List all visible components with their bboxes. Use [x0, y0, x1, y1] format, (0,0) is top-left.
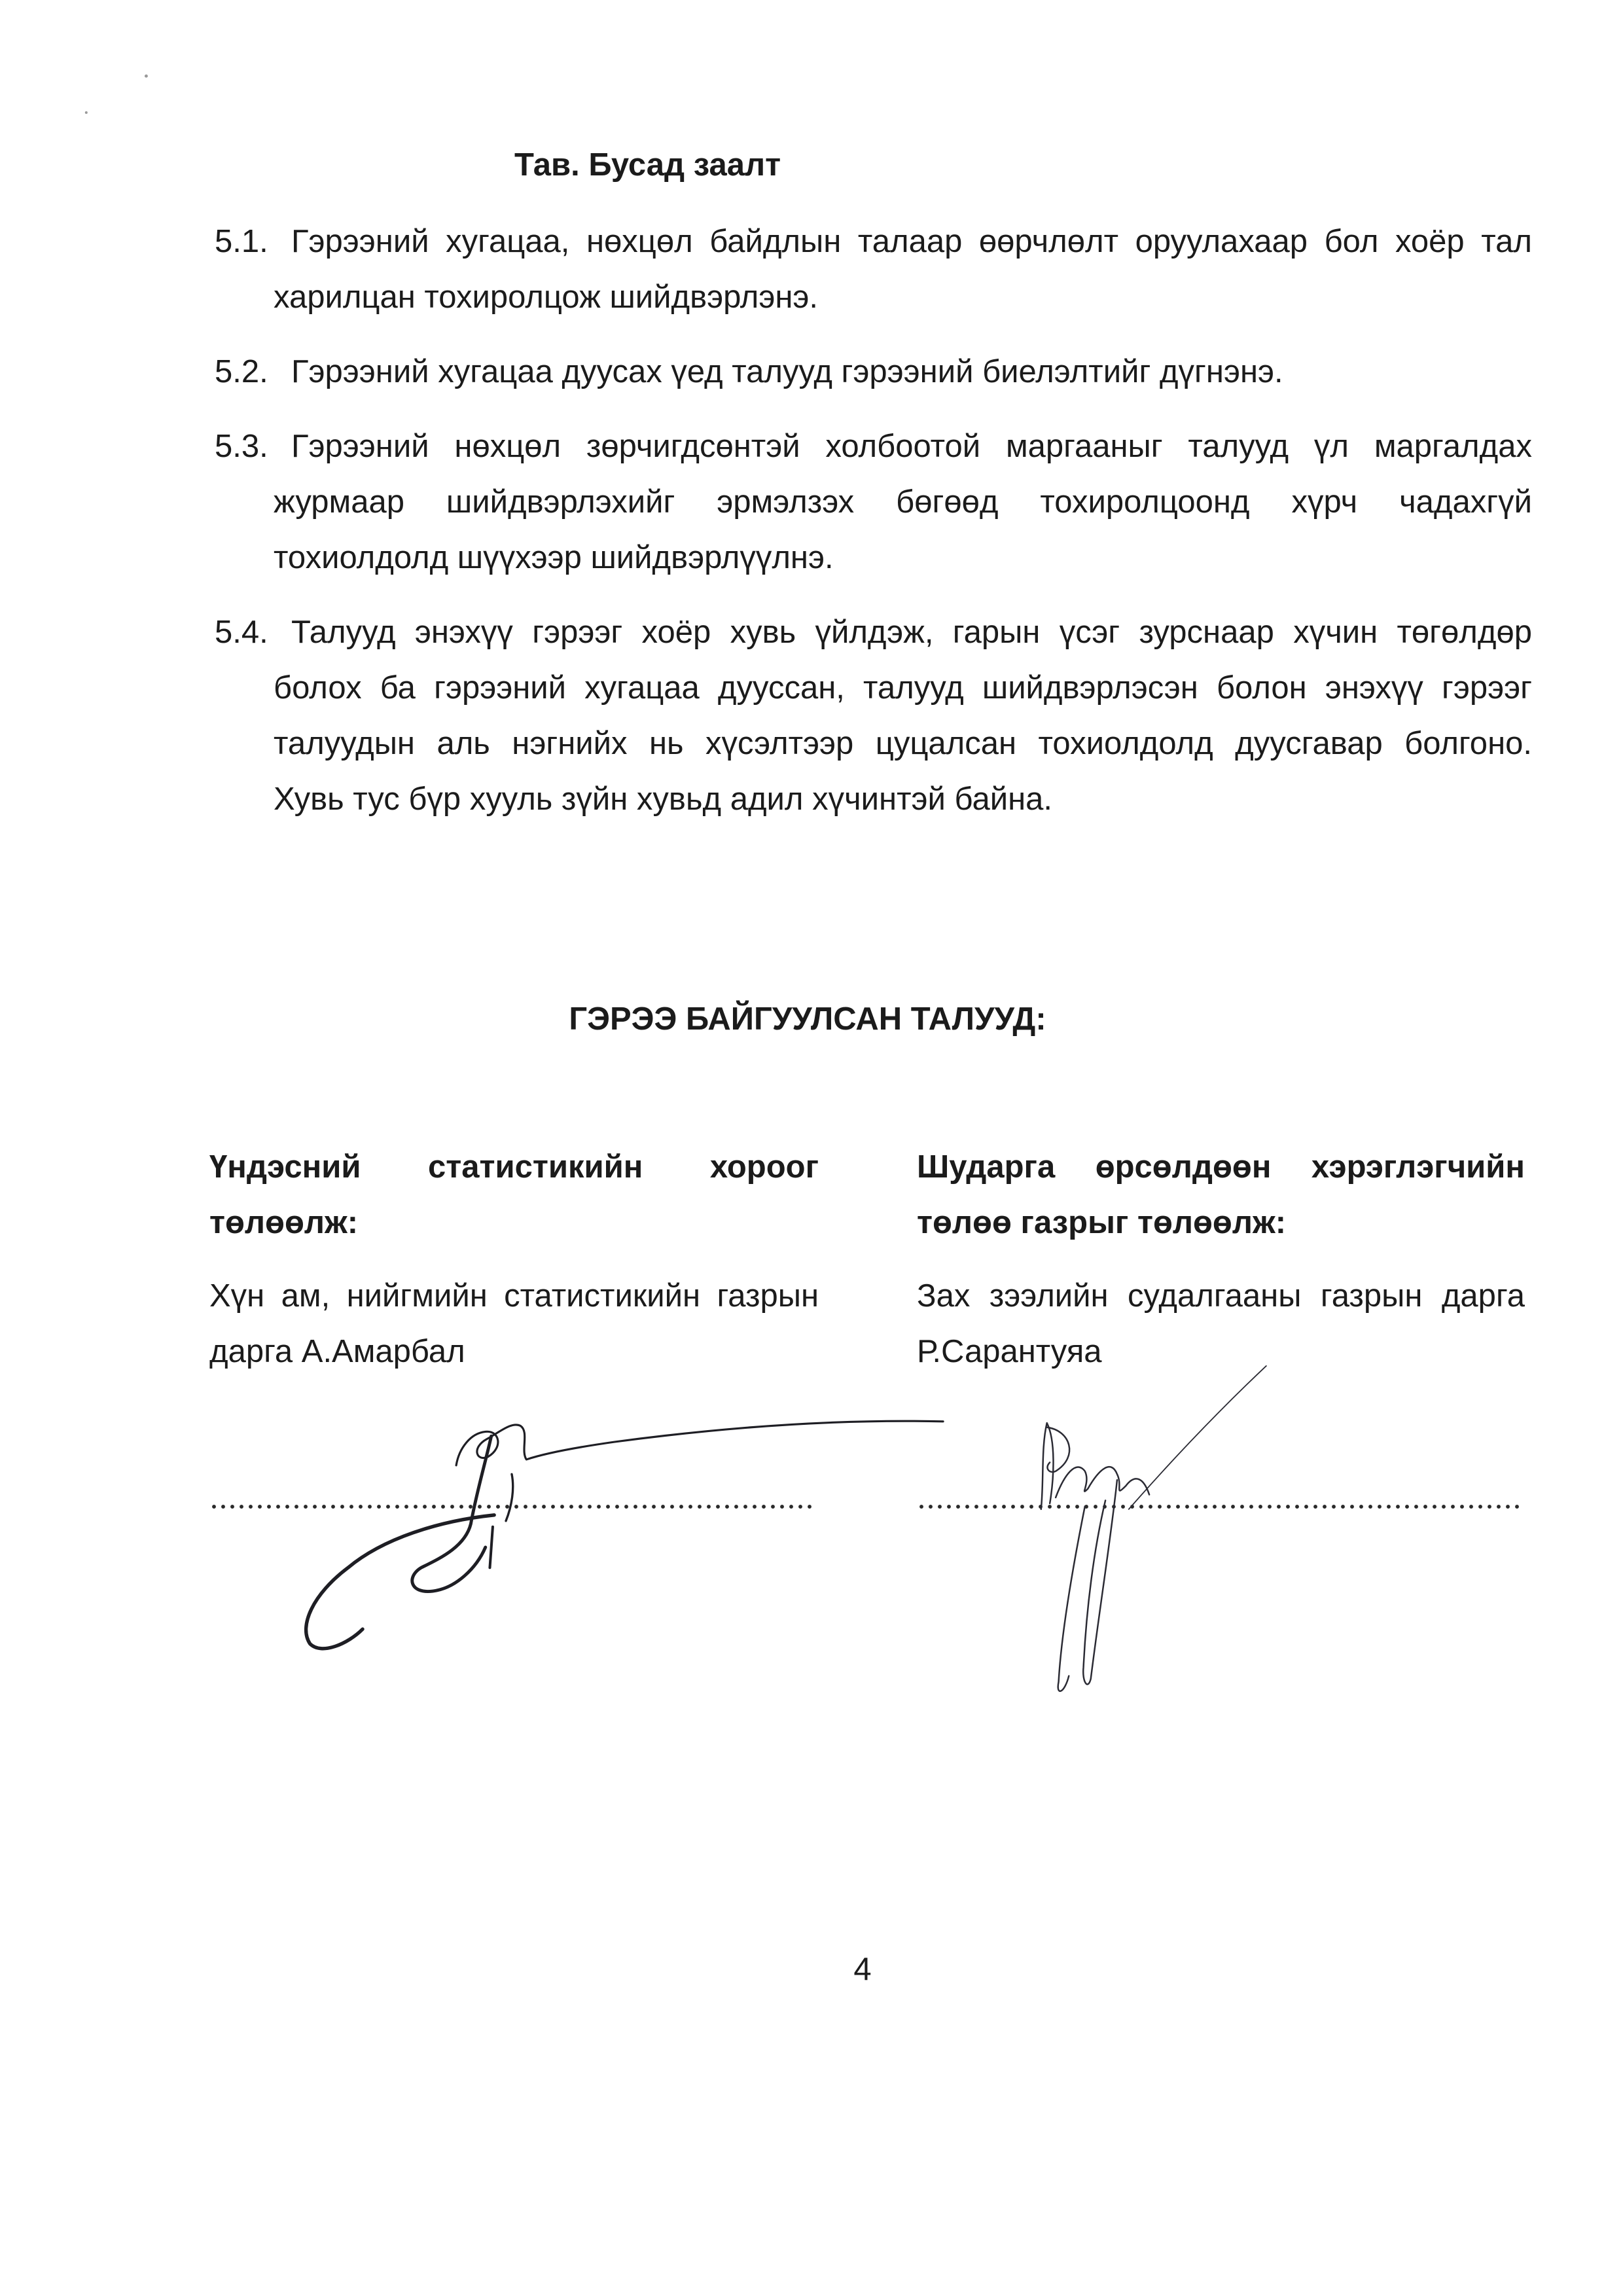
signature-left — [306, 1421, 943, 1649]
scan-specks — [85, 75, 148, 114]
party-block-left — [209, 1139, 819, 1380]
signature-right — [1041, 1366, 1266, 1691]
clause-line: болох ба гэрээний хугацаа дууссан, талууд шийдвэрлэсэн болон энэхүү гэрээг — [274, 670, 1532, 706]
parties-heading: ГЭРЭЭ БАЙГУУЛСАН ТАЛУУД: — [569, 1001, 1046, 1037]
clause-text: Гэрээний нөхцөл зөрчигдсөнтэй холбоотой маргааныг талууд үл маргалдах — [291, 429, 1532, 464]
party-signatory — [917, 1268, 1525, 1380]
signatory-line: Хүн ам, нийгмийн статистикийн газрын — [209, 1278, 819, 1314]
party-representing — [917, 1139, 1525, 1251]
signatory-line: дарга А.Амарбал — [209, 1334, 465, 1369]
clause-5-2 — [215, 344, 1532, 400]
clause-line: тохиолдолд шүүхээр шийдвэрлүүлнэ. — [274, 540, 834, 575]
clause-line: харилцан тохиролцож шийдвэрлэнэ. — [274, 279, 819, 315]
clause-number: 5.2. — [215, 354, 268, 389]
party-representing — [209, 1139, 819, 1251]
clause-list — [215, 214, 1532, 846]
clause-line: журмаар шийдвэрлэхийг эрмэлзэх бөгөөд тохиролцоонд хүрч чадахгүй — [274, 484, 1532, 520]
signatory-line: Зах зээлийн судалгааны газрын дарга — [917, 1278, 1525, 1314]
clause-line — [215, 214, 1532, 270]
clause-5-1 — [215, 214, 1532, 325]
representing-line: төлөө газрыг төлөөлж: — [917, 1205, 1287, 1240]
signatory-line: Р.Сарантуяа — [917, 1334, 1102, 1369]
representing-line: төлөөлж: — [209, 1205, 359, 1240]
clause-number: 5.3. — [215, 429, 268, 464]
clause-number: 5.4. — [215, 615, 268, 650]
clause-line — [215, 419, 1532, 475]
clause-text: Талууд энэхүү гэрээг хоёр хувь үйлдэж, гарын үсэг зурснаар хүчин төгөлдөр — [291, 615, 1532, 650]
section-title: Тав. Бусад заалт — [514, 147, 781, 183]
party-block-right — [917, 1139, 1525, 1380]
clause-line: талуудын аль нэгнийх нь хүсэлтээр цуцалсан тохиолдолд дуусгавар болгоно. — [274, 726, 1532, 761]
representing-line: Үндэсний статистикийн хороог — [209, 1149, 819, 1185]
clause-5-3 — [215, 419, 1532, 586]
representing-line: Шударга өрсөлдөөн хэрэглэгчийн — [917, 1149, 1525, 1185]
clause-5-4 — [215, 605, 1532, 827]
clause-line — [215, 344, 1532, 400]
clause-number: 5.1. — [215, 224, 268, 259]
clause-text: Гэрээний хугацаа дуусах үед талууд гэрээний биелэлтийг дүгнэнэ. — [291, 354, 1283, 389]
party-signatory — [209, 1268, 819, 1380]
signature-line-left — [209, 1504, 813, 1509]
page-number: 4 — [853, 1952, 872, 1987]
clause-line: Хувь тус бүр хууль зүйн хувьд адил хүчинтэй байна. — [274, 781, 1052, 817]
clause-line — [215, 605, 1532, 660]
signature-line-right — [917, 1504, 1520, 1509]
clause-text: Гэрээний хугацаа, нөхцөл байдлын талаар өөрчлөлт оруулахаар бол хоёр тал — [291, 224, 1532, 259]
